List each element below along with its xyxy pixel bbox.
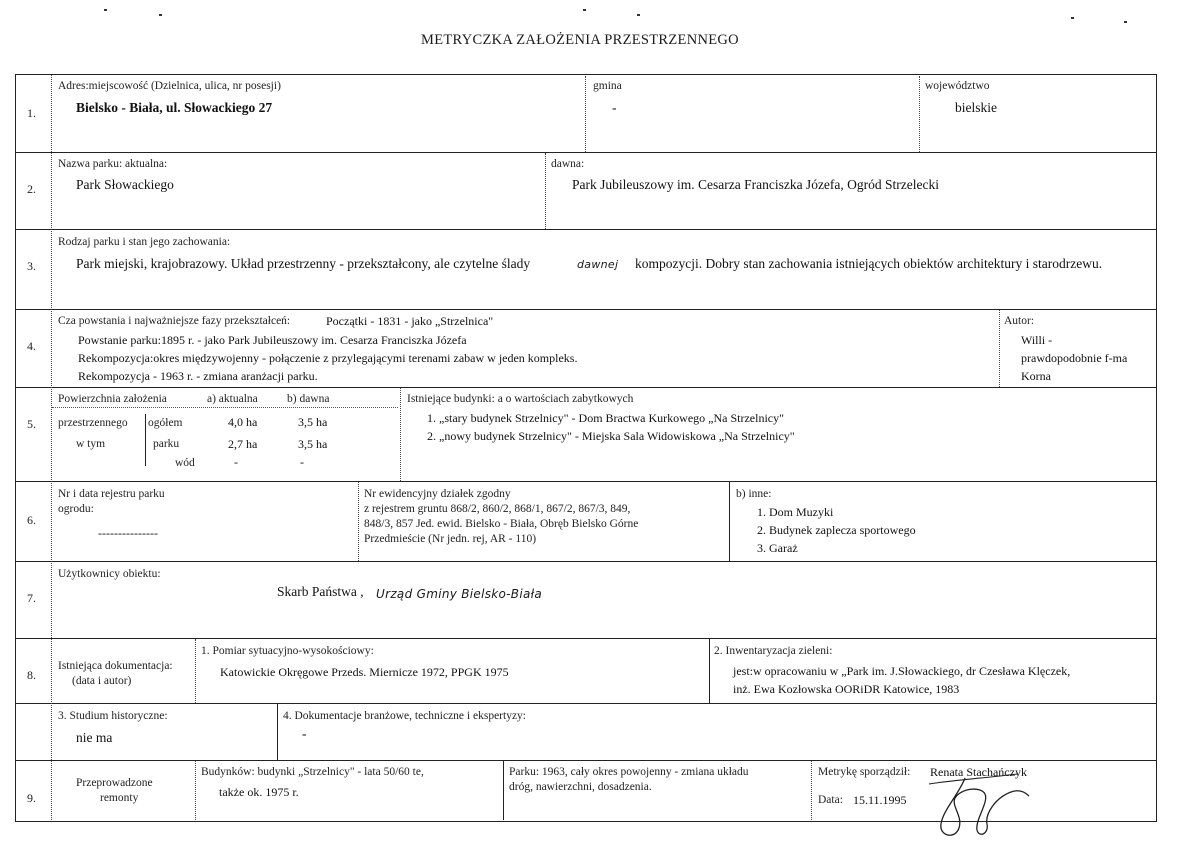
survey-label: 1. Pomiar sytuacyjno-wysokościowy: (201, 645, 374, 657)
area-value-b: 3,5 ha (298, 437, 328, 451)
row-number: 1. (27, 106, 36, 120)
date-value: 15.11.1995 (853, 793, 907, 807)
area-underline (52, 407, 398, 408)
cell-divider (999, 310, 1000, 387)
renovations-label: remonty (100, 792, 139, 804)
row-divider (15, 152, 1156, 153)
documentation-label: Istniejąca dokumentacja: (58, 660, 173, 672)
cell-divider (545, 153, 546, 229)
greenery-inventory-value: inż. Ewa Kozłowska OORiDR Katowice, 1983 (733, 682, 960, 696)
users-label: Użytkownicy obiektu: (58, 568, 161, 580)
park-type-label: Rodzaj parku i stan jego zachowania: (58, 236, 231, 248)
historical-study-value: nie ma (76, 730, 113, 745)
former-name-value: Park Jubileuszowy im. Cesarza Franciszka Józefa, Ogród Strzelecki (572, 177, 940, 192)
history-line: Powstanie parku:1895 r. - jako Park Jubileuszowy im. Cesarza Franciszka Józefa (78, 333, 467, 347)
area-value-a: 2,7 ha (228, 437, 258, 451)
building-item: 2. „nowy budynek Strzelnicy" - Miejska Sala Widowiskowa „Na Strzelnicy" (427, 429, 795, 443)
history-line: Rekompozycja:okres międzywojenny - połączenie z przylegającymi terenami zabaw w jeden kompleks. (78, 351, 578, 365)
plots-line: 848/3, 857 Jed. ewid. Bielsko - Biała, Obręb Bielsko Górne (364, 518, 639, 530)
current-name-label: Nazwa parku: aktualna: (58, 158, 168, 170)
branch-docs-label: 4. Dokumentacje branżowe, techniczne i ekspertyzy: (283, 710, 526, 722)
area-row-name: wód (175, 457, 195, 469)
greenery-inventory-label: 2. Inwentaryzacja zieleni: (714, 645, 833, 657)
row-number: 7. (27, 591, 36, 605)
other-item: 2. Budynek zaplecza sportowego (757, 523, 916, 537)
author-value: prawdopodobnie f-ma (1021, 351, 1128, 365)
cell-divider (503, 761, 504, 820)
row-divider (15, 703, 1156, 704)
cell-divider (709, 639, 710, 703)
building-item: 1. „stary budynek Strzelnicy" - Dom Bractwa Kurkowego „Na Strzelnicy" (427, 411, 785, 425)
cell-divider (585, 76, 586, 152)
documentation-label: (data i autor) (72, 675, 132, 687)
history-line: Początki - 1831 - jako „Strzelnica" (326, 314, 494, 328)
other-item: 3. Garaż (757, 541, 798, 555)
gmina-value: - (612, 100, 617, 115)
register-label: ogrodu: (58, 503, 94, 515)
cell-divider (277, 704, 278, 760)
prepared-by-value: Renata Stachańczyk (930, 765, 1027, 779)
voivodeship-value: bielskie (955, 100, 997, 115)
scan-speck (1124, 21, 1127, 23)
park-type-text-start: Park miejski, krajobrazowy. Układ przestrzenny - przekształcony, ale czytelne ślady (76, 256, 531, 271)
scan-speck (583, 9, 586, 11)
voivodeship-label: województwo (925, 80, 990, 92)
area-spatial-label: przestrzennego (58, 417, 128, 429)
row-divider (15, 561, 1156, 562)
historical-study-label: 3. Studium historyczne: (58, 710, 168, 722)
survey-value: Katowickie Okręgowe Przeds. Miernicze 1972, PPGK 1975 (220, 665, 509, 679)
author-value: Korna (1021, 369, 1051, 383)
cell-divider (729, 482, 730, 561)
cell-divider (358, 482, 359, 561)
scan-speck (104, 9, 107, 11)
row-divider (15, 309, 1156, 310)
scan-speck (159, 14, 162, 16)
prepared-by-label: Metrykę sporządził: (818, 766, 911, 778)
register-value: --------------- (98, 526, 158, 540)
area-bracket (145, 414, 146, 466)
row-divider (15, 481, 1156, 482)
greenery-inventory-value: jest:w opracowaniu w „Park im. J.Słowackiego, dr Czesława Klęczek, (733, 664, 1071, 678)
renovations-label: Przeprowadzone (76, 777, 153, 789)
area-value-a: 4,0 ha (228, 415, 258, 429)
row-number: 9. (27, 791, 36, 805)
page-title: METRYCZKA ZAŁOŻENIA PRZESTRZENNEGO (421, 32, 739, 48)
history-line: Rekompozycja - 1963 r. - zmiana aranżacji parku. (78, 369, 318, 383)
row-divider (15, 229, 1156, 230)
cell-divider (919, 76, 920, 152)
buildings-renovation: Budynków: budynki „Strzelnicy" - lata 50/60 te, (201, 766, 424, 778)
plots-line: Nr ewidencyjny działek zgodny (364, 488, 511, 500)
park-renovation: Parku: 1963, cały okres powojenny - zmiana układu (509, 766, 749, 778)
area-value-a: - (234, 455, 238, 469)
history-label: Cza powstania i najważniejsze fazy przekształceń: (58, 315, 291, 327)
author-label: Autor: (1004, 315, 1035, 327)
plots-line: Przedmieście (Nr jedn. rej, AR - 110) (364, 533, 537, 545)
area-column-b: b) dawna (287, 393, 330, 405)
handwritten-insert: dawnej (577, 258, 619, 271)
park-type-text-end: kompozycji. Dobry stan zachowania istniejących obiektów architektury i starodrzewu. (635, 256, 1103, 271)
row-number: 2. (27, 182, 36, 196)
row-divider (15, 760, 1156, 761)
row-number: 4. (27, 339, 36, 353)
number-column-divider (51, 75, 52, 820)
row-divider (15, 638, 1156, 639)
branch-docs-value: - (302, 726, 307, 741)
author-value: Willi - (1021, 333, 1053, 347)
buildings-renovation: także ok. 1975 r. (219, 785, 299, 799)
gmina-label: gmina (593, 80, 622, 92)
date-label: Data: (818, 794, 843, 806)
cell-divider (195, 761, 196, 820)
area-incl-label: w tym (76, 438, 106, 450)
row-divider (15, 387, 1156, 388)
cell-divider (400, 388, 401, 481)
buildings-label: Istniejące budynki: a o wartościach zabytkowych (407, 393, 634, 405)
area-row-name: parku (153, 438, 180, 450)
other-item: 1. Dom Muzyki (757, 505, 834, 519)
signature-icon (925, 772, 1035, 844)
row-number: 3. (27, 259, 36, 273)
address-value: Bielsko - Biała, ul. Słowackiego 27 (76, 100, 273, 115)
area-row-name: ogółem (148, 417, 183, 429)
register-label: Nr i data rejestru parku (58, 488, 165, 500)
area-label: Powierzchnia założenia (58, 393, 167, 405)
former-name-label: dawna: (551, 158, 585, 170)
scan-speck (1071, 17, 1074, 19)
cell-divider (811, 761, 812, 820)
plots-line: z rejestrem gruntu 868/2, 860/2, 868/1, 867/2, 867/3, 849, (364, 503, 631, 515)
current-name-value: Park Słowackiego (76, 177, 174, 192)
handwritten-insert: Urząd Gminy Bielsko-Biała (376, 587, 543, 601)
area-value-b: - (300, 455, 304, 469)
cell-divider (195, 639, 196, 703)
area-column-a: a) aktualna (207, 393, 258, 405)
users-value: Skarb Państwa , (277, 584, 364, 599)
row-number: 8. (27, 668, 36, 682)
row-number: 5. (27, 417, 36, 431)
other-label: b) inne: (736, 488, 772, 500)
park-renovation: dróg, nawierzchni, dosadzenia. (509, 781, 652, 793)
scan-speck (637, 14, 640, 16)
area-value-b: 3,5 ha (298, 415, 328, 429)
address-label: Adres:miejscowość (Dzielnica, ulica, nr posesji) (58, 80, 281, 92)
row-number: 6. (27, 513, 36, 527)
